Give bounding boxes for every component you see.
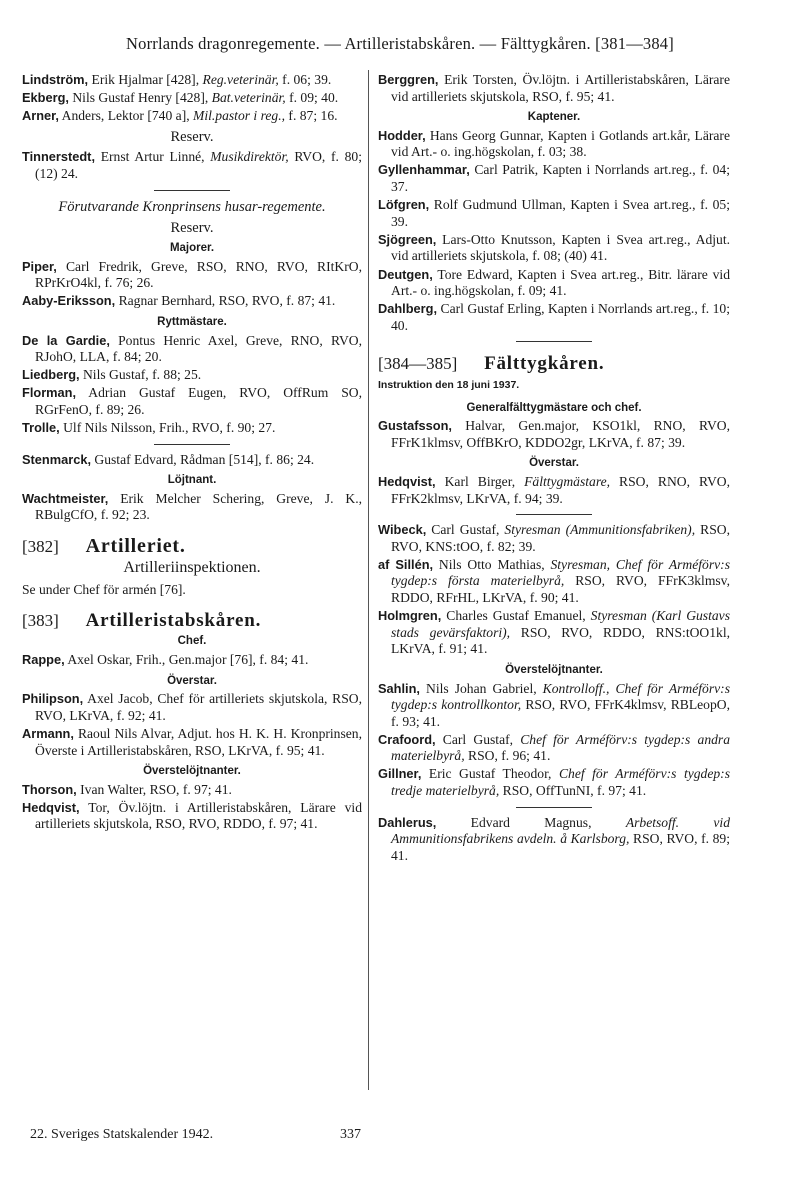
entries-group (22, 333, 362, 437)
person-name: Rappe, (22, 652, 65, 668)
person-entry (22, 90, 362, 107)
person-entry (378, 418, 730, 451)
entries-group (22, 652, 362, 669)
majorer-heading: Majorer. (169, 242, 215, 255)
person-name: Wachtmeister, (22, 490, 109, 506)
entry-text: Adrian Gustaf Eugen, RVO, OffRum SO, RGrFenO, f. 89; 26. (35, 385, 362, 417)
entry-text: Raoul Nils Alvar, Adjut. hos H. K. H. Kronprinsen, Överste i Artilleristabskåren, RSO, LKrVA, f. 95; 41. (35, 725, 362, 758)
entry-text: Ragnar Bernhard, RSO, RVO, f. 87; 41. (115, 293, 336, 309)
entry-text: Ulf Nils Nilsson, Frih., RVO, f. 90; 27. (59, 420, 276, 436)
entry-text: Tore Edward, Kapten i Svea art.reg., Bitr. lärare vid Art.- o. ing.högskolan, f. 09; 41. (391, 266, 730, 299)
person-name: Holmgren, (378, 608, 442, 624)
entry-text: Hans Georg Gunnar, Kapten i Gotlands art.kår, Lärare vid Art.- o. ing.högskolan, f. 03; 38. (391, 127, 730, 160)
person-name: Liedberg, (22, 367, 80, 383)
person-name: af Sillén, (378, 556, 434, 572)
entry-title: Arbetsoff. vid Ammunitionsfabrikens avdeln. å Karlsborg, (391, 814, 730, 847)
entry-text: Gustaf Edvard, Rådman [514], f. 86; 24. (91, 451, 315, 467)
entry-text: Anders, Lektor [740 a], (59, 108, 194, 124)
entry-text: Nils Gustaf Henry [428], (68, 90, 212, 106)
person-entry (378, 301, 730, 334)
person-name: Dahlberg, (378, 301, 438, 317)
entry-text: Halvar, Gen.major, KSO1kl, RNO, RVO, FFrK1klmsv, OffBKrO, KDDO2gr, LKrVA, f. 87; 39. (391, 418, 730, 450)
person-entry (22, 452, 362, 469)
person-name: Sjögreen, (378, 231, 437, 247)
entry-text: Erik Torsten, Öv.löjtn. i Artilleristabskåren, Lärare vid artilleriets skjutskola, RSO, f. 95; 41. (391, 72, 730, 104)
footer-publication: 22. Sveriges Statskalender 1942. (30, 1127, 214, 1142)
person-name: Trolle, (22, 420, 60, 436)
entry-text: f. 87; 16. (285, 108, 338, 124)
person-name: Hedqvist, (22, 799, 80, 815)
separator-rule (516, 807, 592, 808)
person-entry (22, 691, 362, 724)
lojtnant-heading: Löjtnant. (167, 474, 217, 487)
entry-text: Carl Gustaf Erling, Kapten i Norrlands art.reg., f. 10; 40. (391, 301, 730, 333)
entry-title: Bat.veterinär, (211, 90, 286, 106)
person-name: Thorson, (22, 781, 77, 797)
entry-text: RSO, RVO, RDDO, RNS:tOO1kl, LKrVA, f. 91; 41. (391, 624, 731, 657)
entries-group (22, 452, 362, 469)
person-name: Aaby-Eriksson, (22, 293, 116, 309)
entry-title: Reg.veterinär, (202, 72, 279, 87)
entry-text: RVO, f. 80; (12) 24. (35, 149, 362, 181)
person-entry (22, 782, 362, 799)
entry-text: Axel Oskar, Frih., Gen.major [76], f. 84; 41. (64, 652, 309, 668)
entries-group (22, 491, 362, 524)
section-382-heading (22, 535, 362, 558)
left-column (22, 72, 362, 834)
entry-title: Styresman, Chef för Arméförv:s tygdep:s första materielbyrå, (391, 556, 730, 589)
entry-text: Nils Johan Gabriel, (419, 680, 543, 696)
person-name: Hedqvist, (378, 473, 436, 489)
person-name: Wibeck, (378, 522, 427, 538)
person-entry (378, 732, 730, 765)
person-name: Gustafsson, (378, 418, 452, 434)
section-number: [384—385] (378, 354, 458, 374)
cross-reference-note: Se under Chef för armén [76]. (22, 582, 186, 598)
person-name: De la Gardie, (22, 332, 110, 348)
entry-title: Chef för Arméförv:s tygdep:s tredje materielbyrå, (391, 766, 730, 799)
column-divider (368, 70, 369, 1090)
entry-text: Pontus Henric Axel, Greve, RNO, RVO, RJohO, LLA, f. 84; 20. (35, 332, 362, 365)
entry-text: RSO, RVO, FFrK3klmsv, RDDO, RFrHL, LKrVA, f. 90; 41. (391, 573, 730, 606)
entry-text: Carl Fredrik, Greve, RSO, RNO, RVO, RItKrO, RPrKrO4kl, f. 76; 26. (35, 258, 362, 291)
person-name: Florman, (22, 385, 77, 401)
person-entry (22, 652, 362, 669)
separator-rule (516, 341, 592, 342)
person-entry (378, 162, 730, 195)
entry-text: Erik Hjalmar [428], (88, 72, 203, 87)
person-entry (378, 766, 730, 799)
person-entry (22, 491, 362, 524)
section-title: Artilleriet. (85, 535, 186, 558)
kaptener-heading: Kaptener. (527, 111, 581, 124)
entries-group (22, 149, 362, 182)
person-entry (378, 197, 730, 230)
entries-group (22, 259, 362, 310)
entry-text: Nils Otto Mathias, (433, 556, 551, 572)
person-entry (378, 128, 730, 161)
entry-title: Musikdirektör, (210, 149, 289, 165)
former-regiment-heading: Förutvarande Kronprinsens husar-regemente. (58, 198, 326, 215)
entry-text: Charles Gustaf Emanuel, (441, 608, 591, 624)
entries-group (22, 691, 362, 759)
entry-text: RSO, OffTunNI, f. 97; 41. (499, 783, 647, 799)
page-footer (30, 1127, 361, 1143)
person-name: Philipson, (22, 691, 84, 707)
chef-heading: Chef. (177, 635, 207, 648)
subsection-title: Artilleriinspektionen. (123, 558, 261, 576)
overstar-heading: Överstar. (529, 457, 579, 470)
person-entry (22, 149, 362, 182)
entries-group (378, 815, 730, 865)
entry-text: RSO, RNO, RVO, FFrK2klmsv, LKrVA, f. 94; 39. (391, 473, 730, 506)
overstar-heading: Överstar. (167, 674, 217, 687)
person-entry (378, 267, 730, 300)
entry-text: Karl Birger, (435, 473, 525, 489)
page-number: 337 (340, 1127, 361, 1142)
entry-text: Carl Patrik, Kapten i Norrlands art.reg., f. 04; 37. (391, 162, 730, 195)
entry-text: Rolf Gudmund Ullman, Kapten i Svea art.reg., f. 05; 39. (391, 197, 730, 229)
entry-text: Eric Gustaf Theodor, (421, 766, 559, 782)
entry-text: Edvard Magnus, (436, 814, 626, 830)
entry-text: Nils Gustaf, f. 88; 25. (79, 367, 202, 383)
entry-text: Erik Melcher Schering, Greve, J. K., RBulgCfO, f. 92; 23. (35, 490, 362, 523)
right-column (378, 72, 730, 866)
person-entry (22, 726, 362, 759)
person-entry (378, 72, 730, 105)
section-384-heading (378, 353, 730, 375)
section-title: Artilleristabskåren. (85, 609, 262, 631)
person-name: Berggren, (378, 72, 439, 87)
entries-group (378, 128, 730, 335)
person-entry (378, 681, 730, 731)
person-name: Dahlerus, (378, 814, 437, 830)
entry-text: f. 06; 39. (278, 72, 332, 87)
section-383-heading (22, 609, 362, 631)
entry-title: Fälttygmästare, (524, 473, 611, 489)
person-entry (22, 333, 362, 366)
entry-text: RSO, f. 96; 41. (464, 748, 551, 764)
separator-rule (154, 190, 230, 191)
person-entry (22, 420, 362, 437)
entry-text: RSO, RVO, FFrK4klmsv, RBLeopO, f. 93; 41. (391, 697, 730, 729)
entries-group (378, 72, 730, 105)
person-entry (378, 557, 730, 607)
person-name: Hodder, (378, 127, 426, 143)
reserv-heading: Reserv. (170, 219, 214, 236)
generalfalttygmastare-heading: Generalfälttygmästare och chef. (466, 401, 642, 414)
entries-group (22, 72, 362, 125)
person-name: Gillner, (378, 766, 422, 782)
person-name: Sahlin, (378, 680, 420, 696)
entries-group (378, 418, 730, 451)
entry-title: Mil.pastor i reg., (193, 108, 286, 124)
person-entry (22, 259, 362, 292)
entry-title: Chef för Arméförv:s tygdep:s andra materielbyrå, (391, 731, 730, 764)
person-entry (378, 474, 730, 507)
entries-group (22, 782, 362, 833)
entry-text: Carl Gustaf, (426, 522, 505, 538)
person-entry (22, 367, 362, 384)
reserv-heading: Reserv. (170, 128, 214, 145)
entry-text: Ernst Artur Linné, (95, 149, 211, 165)
entry-title: Kontrolloff., Chef för Arméförv:s tygdep:s kontrollkontor, (391, 680, 730, 713)
person-entry (22, 108, 362, 125)
person-name: Lindström, (22, 72, 89, 87)
overstelojtnanter-heading: Överstelöjtnanter. (505, 663, 603, 676)
person-name: Armann, (22, 725, 74, 741)
ryttmastare-heading: Ryttmästare. (157, 316, 227, 329)
overstelojtnanter-heading: Överstelöjtnanter. (143, 765, 241, 778)
person-entry (22, 385, 362, 418)
person-name: Löfgren, (378, 197, 430, 213)
entry-title: Styresman (Karl Gustavs stads gevärsfaktori), (391, 608, 730, 640)
person-entry (378, 815, 730, 865)
running-header: Norrlands dragonregemente. — Artilleristabskåren. — Fälttygkåren. [381—384] (126, 34, 674, 53)
entry-title: Styresman (Ammunitionsfabriken), (504, 522, 696, 538)
person-name: Stenmarck, (22, 451, 91, 467)
person-entry (22, 72, 362, 89)
entry-text: Carl Gustaf, (435, 731, 521, 747)
person-name: Deutgen, (378, 266, 433, 282)
person-entry (378, 522, 730, 555)
person-entry (378, 232, 730, 265)
entries-group (378, 681, 730, 800)
separator-rule (516, 514, 592, 515)
entry-text: RSO, RVO, KNS:tOO, f. 82; 39. (391, 522, 730, 554)
person-name: Arner, (22, 108, 59, 124)
entry-text: Axel Jacob, Chef för artilleriets skjutskola, RSO, RVO, LKrVA, f. 92; 41. (35, 691, 362, 723)
person-name: Piper, (22, 258, 57, 274)
person-name: Gyllenhammar, (378, 162, 470, 178)
entry-text: Ivan Walter, RSO, f. 97; 41. (76, 781, 232, 797)
instruction-note: Instruktion den 18 juni 1937. (378, 379, 520, 391)
entry-text: RSO, RVO, f. 89; 41. (391, 831, 730, 863)
person-name: Tinnerstedt, (22, 149, 96, 165)
section-number: [382] (22, 537, 59, 557)
entry-text: Tor, Öv.löjtn. i Artilleristabskåren, Lärare vid artilleriets skjutskola, RSO, RVO, RDDO, f. 97; 41. (35, 799, 362, 832)
section-title: Fälttygkåren. (484, 353, 605, 375)
separator-rule (154, 444, 230, 445)
entries-group (378, 474, 730, 507)
entries-group (378, 522, 730, 658)
entry-text: f. 09; 40. (285, 90, 339, 106)
person-entry (22, 800, 362, 833)
section-number: [383] (22, 610, 59, 630)
person-name: Crafoord, (378, 731, 436, 747)
person-name: Ekberg, (22, 90, 69, 106)
person-entry (22, 293, 362, 310)
entry-text: Lars-Otto Knutsson, Kapten i Svea art.reg., Adjut. vid artilleriets skjutskola, f. 08; (40) 41. (391, 231, 730, 264)
person-entry (378, 608, 730, 658)
